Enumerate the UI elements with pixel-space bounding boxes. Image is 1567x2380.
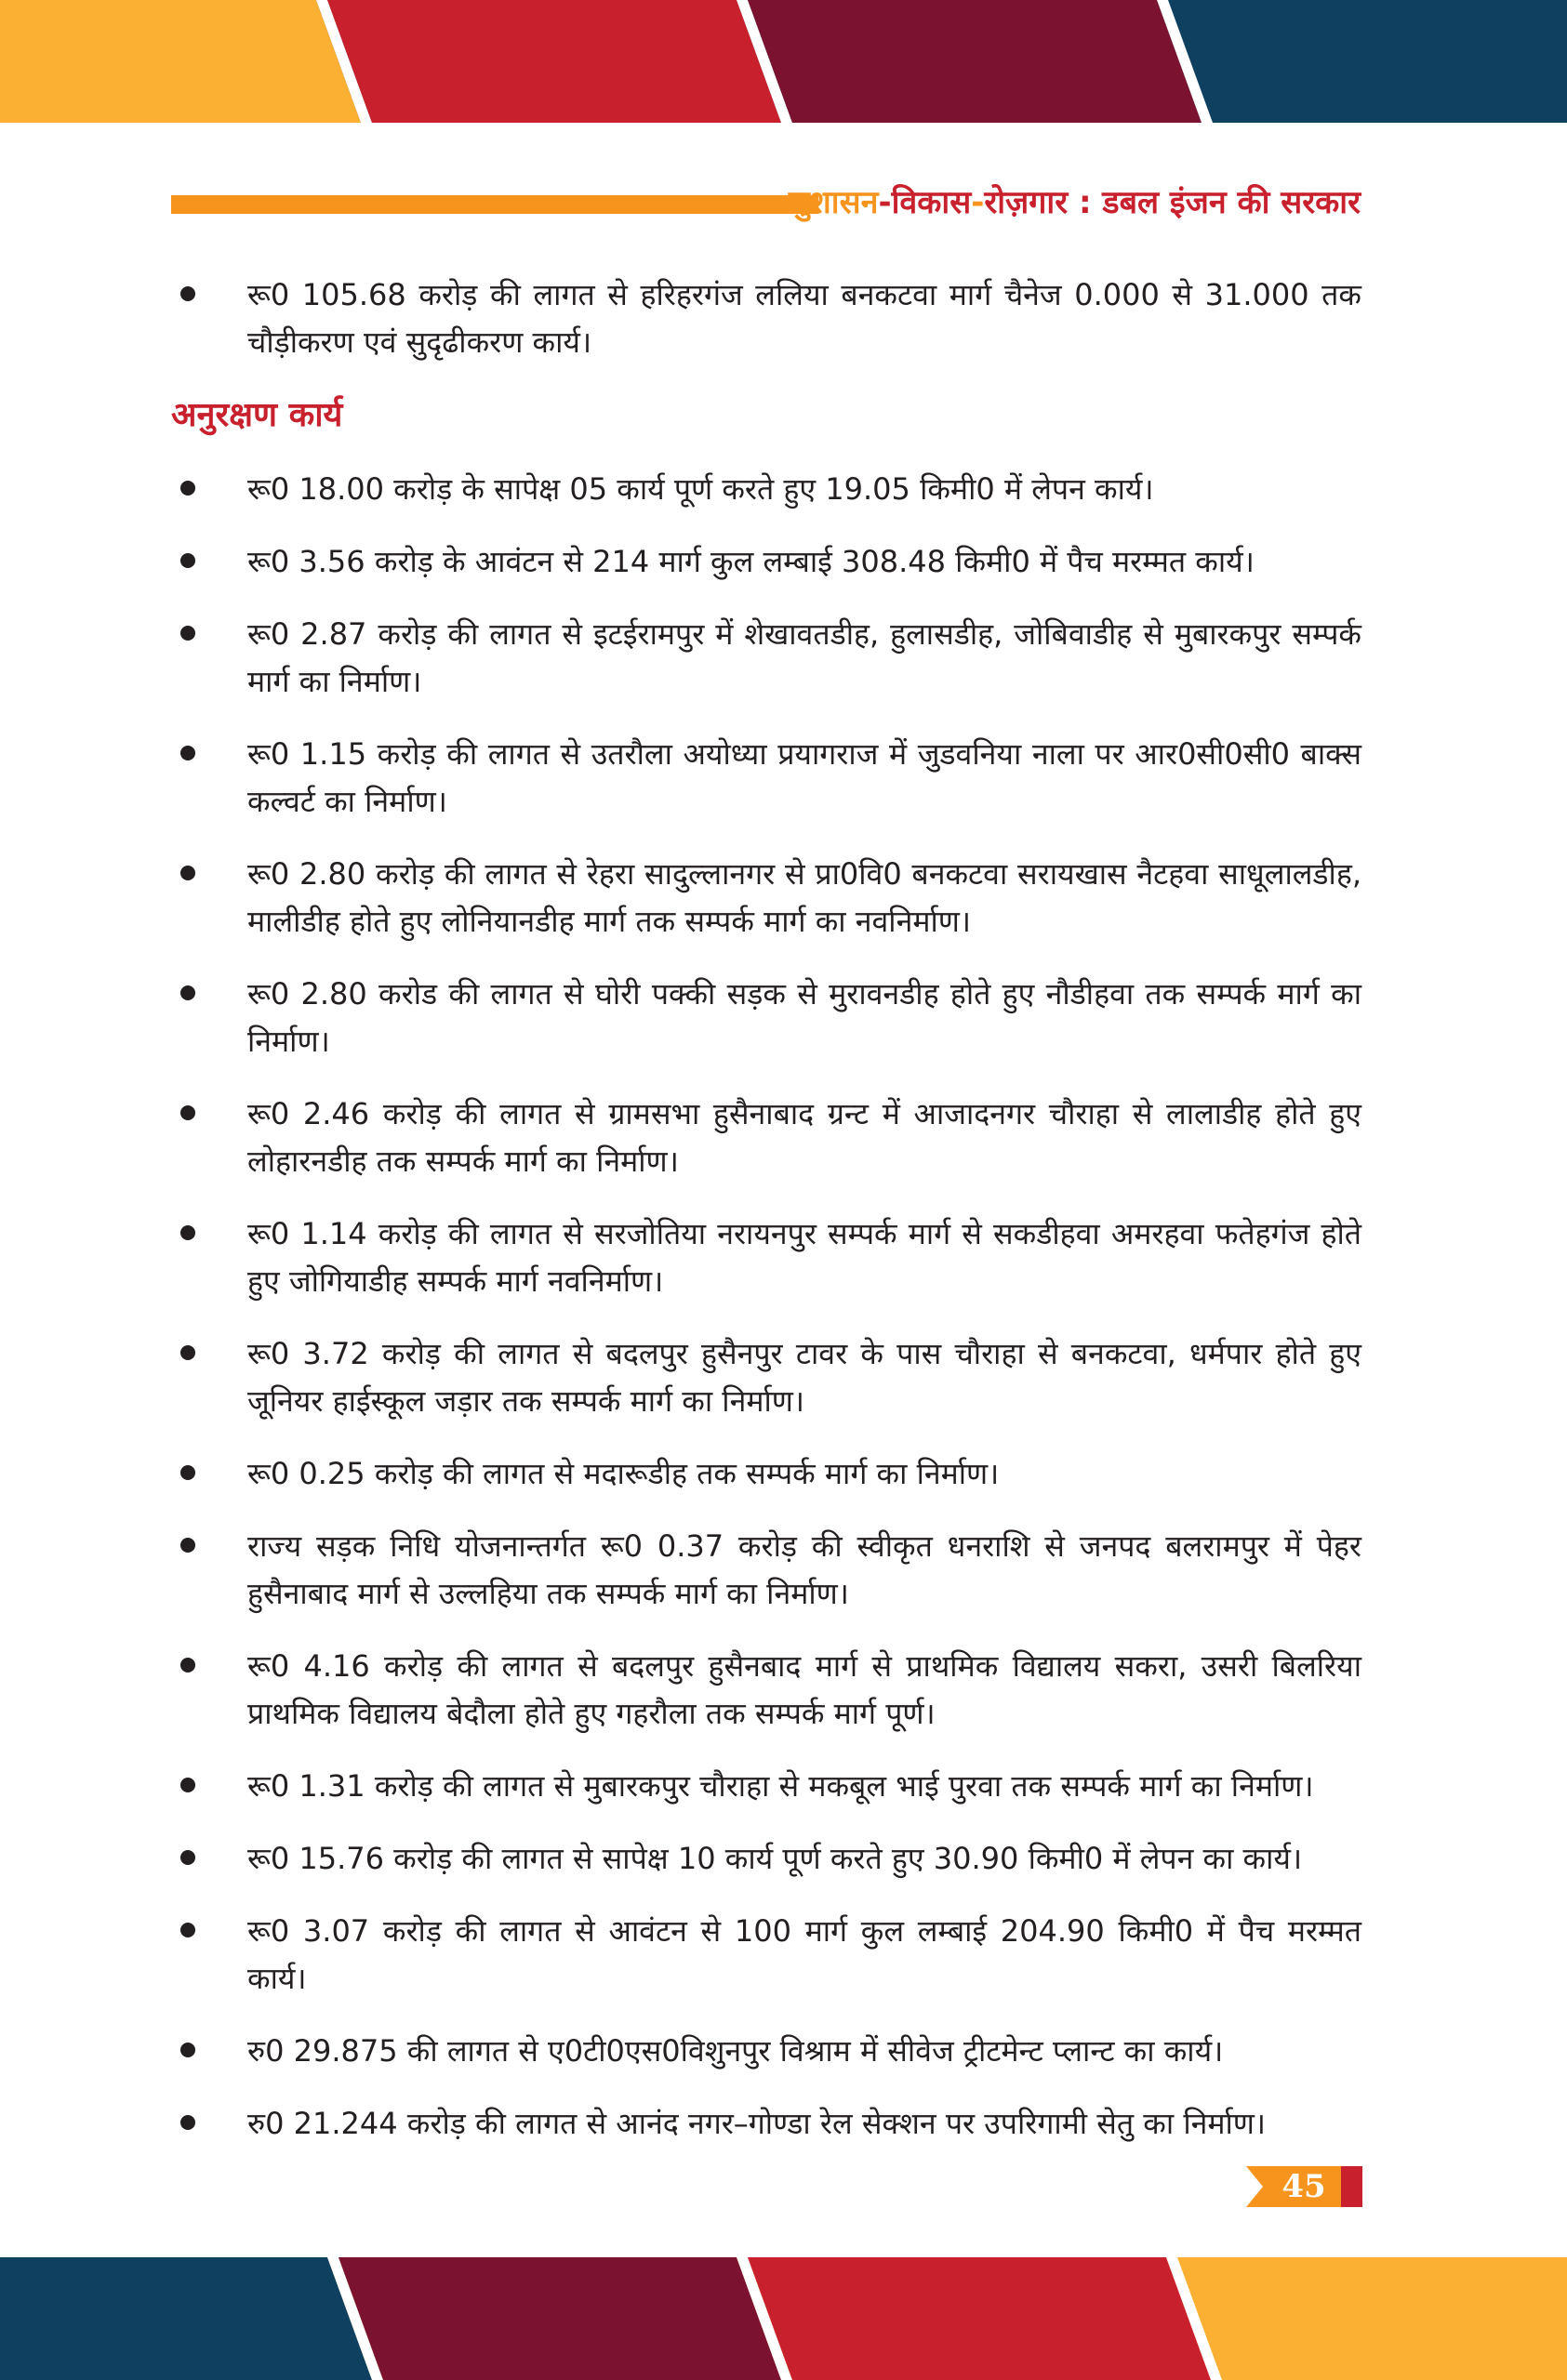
bullet-icon	[180, 626, 195, 641]
list-item	[171, 971, 1361, 1065]
bullet-icon	[180, 2043, 195, 2057]
list-item-text: राज्य सड़क निधि योजनान्तर्गत रू0 0.37 करोड़ की स्वीकृत धनराशि से जनपद बलरामपुर में पेहर हुसैनाबाद मार्ग से उल्लहिया तक सम्पर्क मार्ग का निर्माण।	[247, 1528, 1361, 1611]
list-item-text: रू0 0.25 करोड़ की लागत से मदारूडीह तक सम्पर्क मार्ग का निर्माण।	[247, 1456, 1000, 1491]
section-heading: अनुरक्षण कार्य	[171, 396, 343, 434]
page-number: 45	[1281, 2168, 1326, 2205]
list-item	[171, 2028, 1361, 2075]
maintenance-list	[171, 466, 1361, 2148]
bullet-icon	[180, 1538, 195, 1553]
bullet-icon	[180, 1465, 195, 1480]
list-item	[171, 1835, 1361, 1883]
list-item-text: रू0 2.80 करोड की लागत से घोरी पक्की सड़क से मुरावनडीह होते हुए नौडीहवा तक सम्पर्क मार्ग का निर्माण।	[247, 976, 1361, 1059]
list-item-text: रू0 2.46 करोड़ की लागत से ग्रामसभा हुसैनाबाद ग्रन्ट में आजादनगर चौराहा से लालाडीह होते हुए लोहारनडीह तक सम्पर्क मार्ग का निर्माण।	[247, 1096, 1361, 1179]
list-item-text: रू0 2.80 करोड़ की लागत से रेहरा सादुल्लानगर से प्रा0वि0 बनकटवा सरायखास नैटहवा साधूलालडीह, मालीडीह होते हुए लोनियानडीह मार्ग तक सम्पर्क मार्ग का नवनिर्माण।	[247, 856, 1361, 939]
page-number-tab	[1237, 2159, 1367, 2215]
bullet-icon	[180, 866, 195, 880]
list-item	[171, 1210, 1361, 1305]
header-title	[789, 182, 1361, 223]
header-title-sep-2: -	[971, 184, 985, 221]
list-item	[171, 1330, 1361, 1425]
bullet-icon	[180, 985, 195, 1000]
list-item-text: रु0 21.244 करोड़ की लागत से आनंद नगर–गोण्डा रेल सेक्शन पर उपरिगामी सेतु का निर्माण।	[247, 2106, 1267, 2141]
bullet-icon	[180, 1923, 195, 1937]
list-item	[171, 538, 1361, 586]
list-item-text: रू0 18.00 करोड़ के सापेक्ष 05 कार्य पूर्ण करते हुए 19.05 किमी0 में लेपन कार्य।	[247, 471, 1154, 507]
bullet-icon	[180, 2115, 195, 2130]
list-item	[171, 466, 1361, 513]
list-item-text: रू0 3.56 करोड़ के आवंटन से 214 मार्ग कुल लम्बाई 308.48 किमी0 में पैच मरम्मत कार्य।	[247, 544, 1255, 579]
list-item	[171, 1450, 1361, 1498]
list-item	[171, 611, 1361, 706]
list-item	[171, 1091, 1361, 1185]
bullet-icon	[180, 746, 195, 760]
header-title-part-3: रोज़गार : डबल इंजन की सरकार	[984, 184, 1361, 221]
bullet-icon	[180, 1225, 195, 1240]
list-item	[171, 271, 1361, 366]
list-item-text: रू0 4.16 करोड़ की लागत से बदलपुर हुसैनबाद मार्ग से प्राथमिक विद्यालय सकरा, उसरी बिलरिया प्राथमिक विद्यालय बेदौला होते हुए गहरौला तक सम्पर्क मार्ग पूर्ण।	[247, 1648, 1361, 1731]
header-rule	[171, 195, 818, 214]
bullet-icon	[180, 481, 195, 496]
list-item	[171, 1643, 1361, 1738]
list-item-text: रू0 15.76 करोड़ की लागत से सापेक्ष 10 कार्य पूर्ण करते हुए 30.90 किमी0 में लेपन का कार्य।	[247, 1841, 1303, 1876]
top-decorative-band	[0, 0, 1567, 123]
list-item-text: रू0 2.87 करोड़ की लागत से इटईरामपुर में शेखावतडीह, हुलासडीह, जोबिवाडीह से मुबारकपुर सम्पर्क मार्ग का निर्माण।	[247, 616, 1361, 699]
list-item	[171, 851, 1361, 945]
list-item	[171, 2100, 1361, 2148]
list-item-text: रू0 3.07 करोड़ की लागत से आवंटन से 100 मार्ग कुल लम्बाई 204.90 किमी0 में पैच मरम्मत कार्य।	[247, 1913, 1361, 1996]
intro-list	[171, 271, 1361, 366]
bullet-icon	[180, 1778, 195, 1792]
list-item	[171, 1523, 1361, 1618]
list-item-text: रू0 1.31 करोड़ की लागत से मुबारकपुर चौराहा से मकबूल भाई पुरवा तक सम्पर्क मार्ग का निर्माण।	[247, 1768, 1314, 1804]
list-item-text: रू0 105.68 करोड़ की लागत से हरिहरगंज ललिया बनकटवा मार्ग चैनेज 0.000 से 31.000 तक चौड़ीकरण एवं सुदृढीकरण कार्य।	[247, 277, 1361, 360]
list-item-text: रू0 3.72 करोड़ की लागत से बदलपुर हुसैनपुर टावर के पास चौराहा से बनकटवा, धर्मपार होते हुए जूनियर हाईस्कूल जड़ार तक सम्पर्क मार्ग का निर्माण।	[247, 1336, 1361, 1419]
list-item-text: रू0 1.14 करोड़ की लागत से सरजोतिया नरायनपुर सम्पर्क मार्ग से सकडीहवा अमरहवा फतेहगंज होते हुए जोगियाडीह सम्पर्क मार्ग नवनिर्माण।	[247, 1216, 1361, 1299]
bullet-icon	[180, 1850, 195, 1865]
list-item-text: रु0 29.875 की लागत से ए0टी0एस0विशुनपुर विश्राम में सीवेज ट्रीटमेन्ट प्लान्ट का कार्य।	[247, 2033, 1224, 2069]
bullet-icon	[180, 1345, 195, 1360]
header-title-part-2: विकास	[891, 184, 972, 221]
bottom-decorative-band	[0, 2257, 1567, 2380]
bullet-icon	[180, 286, 195, 301]
list-item-text: रू0 1.15 करोड़ की लागत से उतरौला अयोध्या प्रयागराज में जुडवनिया नाला पर आर0सी0सी0 बाक्स कल्वर्ट का निर्माण।	[247, 736, 1361, 819]
header-title-sep-1: -	[878, 184, 892, 221]
list-item	[171, 1908, 1361, 2003]
bullet-icon	[180, 553, 195, 568]
list-item	[171, 1763, 1361, 1810]
header-title-part-1: सुशासन	[788, 184, 879, 221]
bullet-icon	[180, 1658, 195, 1673]
list-item	[171, 731, 1361, 826]
page-content	[171, 271, 1361, 2173]
bullet-icon	[180, 1105, 195, 1120]
